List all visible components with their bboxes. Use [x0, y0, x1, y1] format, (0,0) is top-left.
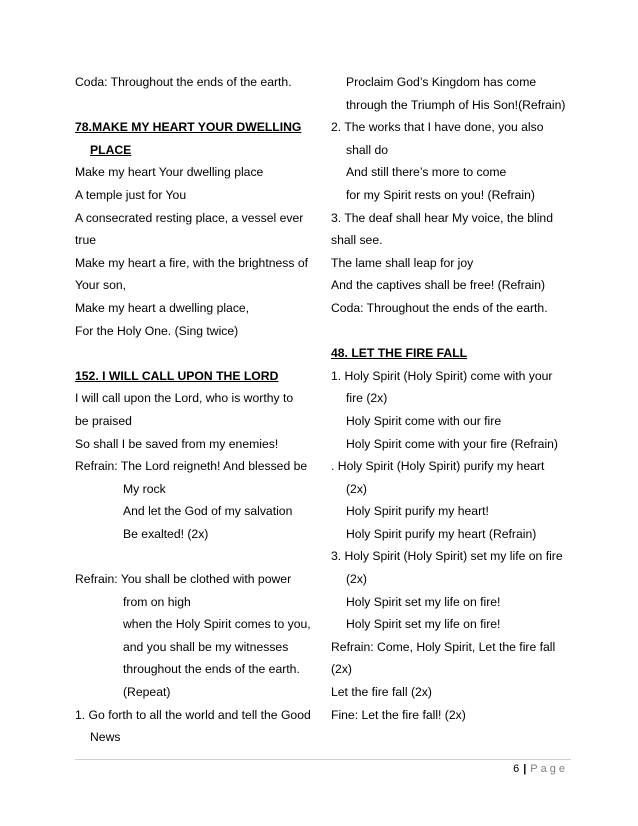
lyric-line: So shall I be saved from my enemies! [75, 436, 279, 451]
lyric-line: Holy Spirit purify my heart (Refrain) [346, 526, 537, 541]
song-title-line: 152. I WILL CALL UPON THE LORD [75, 368, 279, 383]
left-column [75, 71, 327, 749]
blank-line [331, 320, 571, 343]
lyric-line: 3. Holy Spirit (Holy Spirit) set my life on fire [331, 549, 563, 564]
lyric-line: Refrain: The Lord reigneth! And blessed be [75, 459, 308, 474]
page-label: Page [530, 763, 568, 775]
lyric-line: when the Holy Spirit comes to you, [123, 617, 311, 632]
page-number: 6 [513, 763, 520, 775]
lyric-line: Let the fire fall (2x) [331, 685, 432, 700]
lyric-line: And still there’s more to come [346, 165, 507, 180]
lyric-line: through the Triumph of His Son!(Refrain) [346, 97, 566, 112]
footer-separator: | [523, 763, 527, 775]
lyric-line: (2x) [346, 572, 367, 587]
lyric-line: 1. Holy Spirit (Holy Spirit) come with your [331, 368, 553, 383]
lyric-line: My rock [123, 481, 166, 496]
lyric-line: 1. Go forth to all the world and tell the Good [75, 707, 311, 722]
blank-line [75, 94, 327, 117]
lyric-line: Proclaim God’s Kingdom has come [346, 75, 537, 89]
lyric-line: fire (2x) [346, 391, 388, 406]
lyric-line: shall do [346, 142, 389, 157]
song-title-line: PLACE [90, 142, 132, 157]
lyric-line: Make my heart a fire, with the brightness of [75, 255, 309, 270]
lyric-line: Holy Spirit come with our fire [346, 413, 502, 428]
blank-line [75, 342, 327, 365]
lyric-line: Make my heart Your dwelling place [75, 165, 264, 180]
lyric-line: And let the God of my salvation [123, 504, 293, 519]
lyric-line: Make my heart a dwelling place, [75, 300, 250, 315]
lyric-line: 2. The works that I have done, you also [331, 120, 544, 135]
lyric-line: . Holy Spirit (Holy Spirit) purify my heart [331, 459, 545, 474]
lyric-line: Holy Spirit set my life on fire! [346, 594, 501, 609]
lyric-line: For the Holy One. (Sing twice) [75, 323, 239, 338]
lyric-line: true [75, 233, 97, 248]
lyric-line: Be exalted! (2x) [123, 526, 209, 541]
lyric-line: A consecrated resting place, a vessel ever [75, 210, 304, 225]
lyric-line: Refrain: Come, Holy Spirit, Let the fire fall [331, 639, 556, 654]
lyric-line: Your son, [75, 278, 127, 293]
lyric-line: from on high [123, 594, 191, 609]
blank-line [75, 545, 327, 568]
footer-divider [75, 759, 571, 760]
lyric-line: (2x) [331, 662, 352, 677]
lyric-line: and you shall be my witnesses [123, 639, 289, 654]
lyric-line: throughout the ends of the earth. [123, 662, 300, 677]
lyric-line: Coda: Throughout the ends of the earth. [75, 75, 292, 89]
lyric-line: Fine: Let the fire fall! (2x) [331, 707, 466, 722]
lyric-line: (Repeat) [123, 685, 171, 700]
lyric-line: Holy Spirit come with your fire (Refrain) [346, 436, 558, 451]
lyric-line: Holy Spirit set my life on fire! [346, 617, 501, 632]
lyric-line: Coda: Throughout the ends of the earth. [331, 300, 548, 315]
lyric-line: shall see. [331, 233, 383, 248]
lyric-line: for my Spirit rests on you! (Refrain) [346, 187, 535, 202]
lyric-line: Holy Spirit purify my heart! [346, 504, 489, 519]
lyric-line: (2x) [346, 481, 367, 496]
lyric-line: Refrain: You shall be clothed with power [75, 572, 292, 587]
lyric-line: The lame shall leap for joy [331, 255, 474, 270]
lyric-line: A temple just for You [75, 187, 187, 202]
lyric-line: And the captives shall be free! (Refrain) [331, 278, 546, 293]
lyric-line: 3. The deaf shall hear My voice, the blind [331, 210, 553, 225]
lyric-line: be praised [75, 413, 132, 428]
right-column [331, 71, 571, 726]
song-title-line: 78.MAKE MY HEART YOUR DWELLING [75, 120, 302, 135]
page-footer [513, 762, 568, 776]
lyric-line: I will call upon the Lord, who is worthy to [75, 391, 294, 406]
song-title-line: 48. LET THE FIRE FALL [331, 346, 468, 361]
lyric-line: News [90, 730, 121, 745]
